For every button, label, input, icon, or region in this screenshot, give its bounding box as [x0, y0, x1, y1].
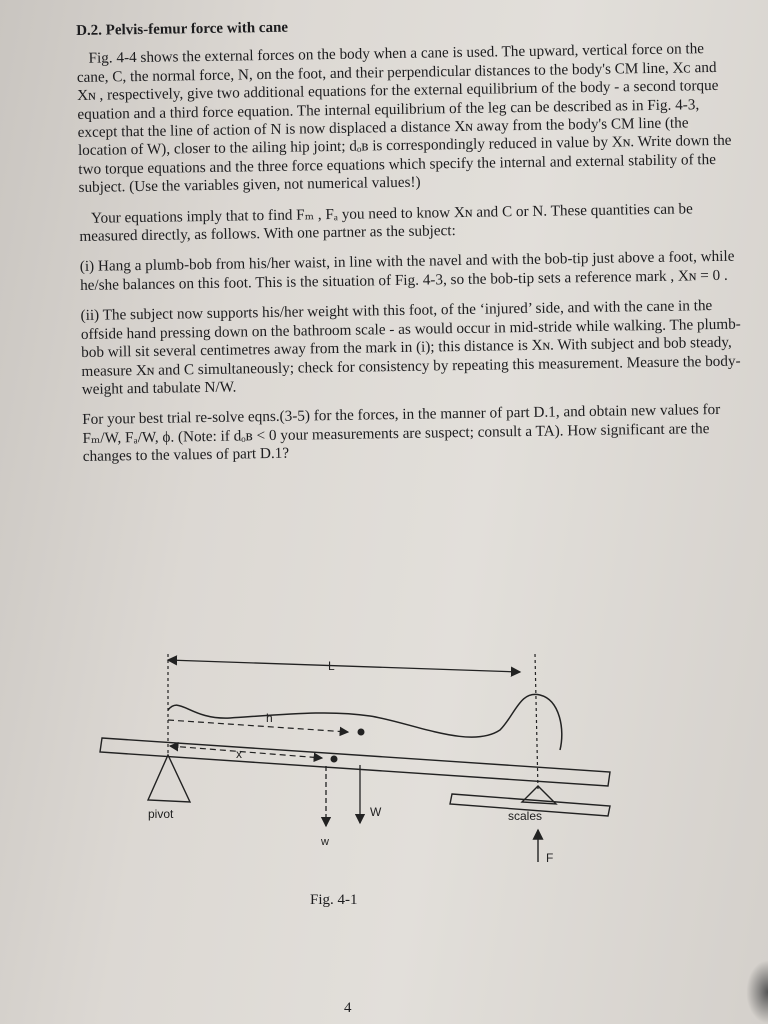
h-arrow — [168, 720, 348, 732]
label-L: L — [328, 659, 335, 673]
paragraph-5: For your best trial re-solve eqns.(3-5) for the forces, in the manner of part D.1, and obtain new values for Fₘ/W, Fₐ/W, ϕ. (Note: if dₒʙ < 0 your measurements are suspect; consult a TA). How significant are the changes to the values of part D.1? — [82, 401, 721, 466]
paragraph-2: Your equations imply that to find Fₘ , Fₐ you need to know Xɴ and C or N. These quantities can be measured directly, as follows. With one partner as the subject: — [79, 199, 693, 246]
length-L-arrow — [168, 660, 520, 672]
label-w: w — [321, 836, 329, 848]
label-h: h — [266, 711, 273, 725]
text-body — [76, 12, 743, 479]
body-cm-dot — [358, 729, 365, 736]
figure-4-1-diagram — [90, 640, 630, 910]
paragraph-3: (i) Hang a plumb-bob from his/her waist, in line with the navel and with the bob-tip just above a foot, while he/she balances on this foot. This is the situation of Fig. 4-3, so the bob-tip sets a reference mark , Xɴ = 0 . — [79, 248, 735, 294]
pivot-triangle — [148, 755, 190, 802]
plank — [100, 738, 610, 786]
paragraph-1: Fig. 4-4 shows the external forces on the body when a cane is used. The upward, vertical force on the cane, C, the normal force, N, on the foot, and their perpendicular distances to the body's CM line, Xᴄ and Xɴ , respectively, give two additional equations for the external equilibrium of the body - a second torque equation and a third force equation. The internal equilibrium of the leg can be described as in Fig. 4-3, except that the line of action of N is now displaced a distance Xɴ away from the body's CM line (the location of W), closer to the ailing hip joint; dₒʙ is correspondingly reduced in value by Xɴ. Write down the two torque equations and the three force equations which specify the internal and external stability of the subject. (Use the variables given, not numerical values!) — [76, 40, 732, 197]
plank-cm-dot — [331, 756, 338, 763]
page-number: 4 — [344, 1000, 352, 1016]
body-outline — [168, 694, 562, 750]
label-F: F — [546, 851, 554, 865]
edge-shadow — [746, 960, 768, 1024]
label-x: x — [236, 747, 242, 761]
figure-caption: Fig. 4-1 — [310, 892, 358, 908]
label-W: W — [370, 805, 382, 819]
section-title: D.2. Pelvis-femur force with cane — [76, 19, 289, 39]
label-scales: scales — [508, 809, 543, 823]
scales-dashed-line — [535, 654, 538, 790]
paragraph-4: (ii) The subject now supports his/her weight with this foot, of the ‘injured’ side, and with the cane in the offside hand pressing down on the bathroom scale - as would occur in mid-stride while walking. The plumb-bob will sit several centimetres away from the mark in (i); this distance is Xɴ. With subject and bob steady, measure Xɴ and C simultaneously; check for consistency by repeating this measurement. Measure the body-weight and tabulate N/W. — [80, 297, 741, 398]
label-pivot: pivot — [148, 807, 174, 821]
